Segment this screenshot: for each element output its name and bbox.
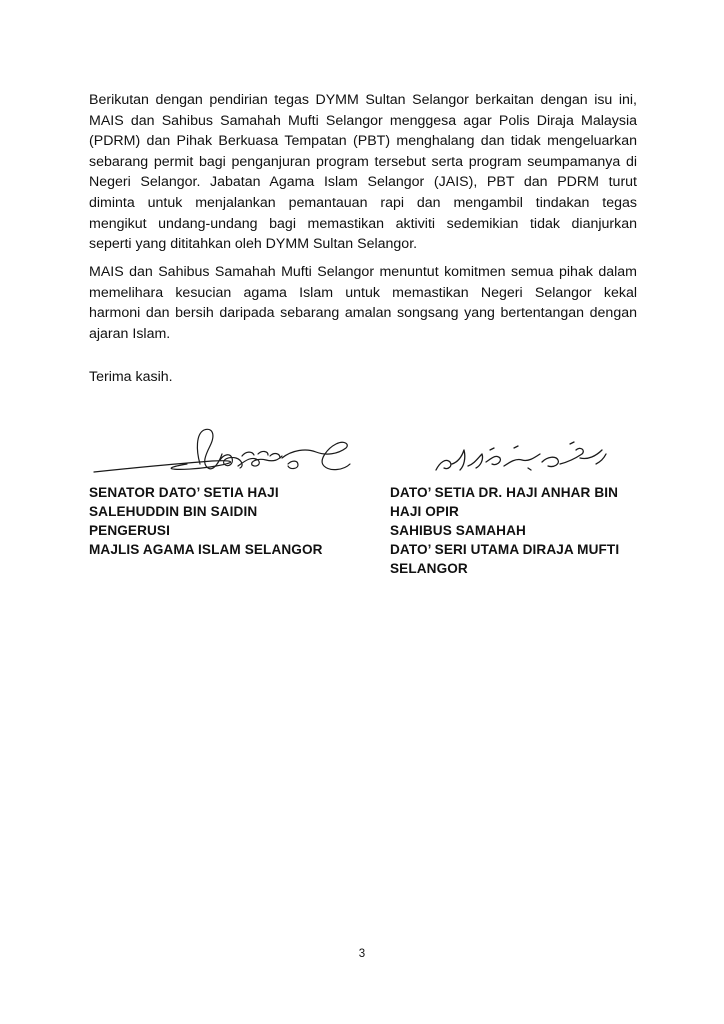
paragraph-line: MAIS dan Sahibus Samahah Mufti Selangor menuntut komitmen semua pihak dalam bbox=[89, 264, 637, 280]
paragraph-line: memelihara kesucian agama Islam untuk memastikan Negeri Selangor kekal bbox=[89, 284, 637, 301]
signatory-right-line: SELANGOR bbox=[390, 561, 468, 576]
paragraph-line: Berikutan dengan pendirian tegas DYMM Sultan Selangor berkaitan dengan isu ini, bbox=[89, 92, 637, 108]
paragraph-line: diminta untuk menjalankan pemantauan rapi dan mengambil tindakan tegas bbox=[89, 194, 637, 211]
signatory-left-line: MAJLIS AGAMA ISLAM SELANGOR bbox=[89, 542, 323, 557]
signatory-right-block bbox=[390, 483, 680, 578]
signatory-left-line: SALEHUDDIN BIN SAIDIN bbox=[89, 504, 258, 519]
paragraph-commitment bbox=[89, 262, 637, 344]
closing-line: Terima kasih. bbox=[89, 369, 173, 385]
paragraph-line: mengikut undang-undang bagi memastikan aktiviti sedemikian tidak dianjurkan bbox=[89, 215, 637, 232]
paragraph-line: MAIS dan Sahibus Samahah Mufti Selangor menggesa agar Polis Diraja Malaysia bbox=[89, 112, 637, 129]
signature-right-image bbox=[430, 436, 610, 476]
page-number: 3 bbox=[358, 948, 366, 960]
paragraph-line: sebarang permit bagi penganjuran program tersebut serta program seumpamanya di bbox=[89, 153, 637, 170]
paragraph-line: seperti yang dititahkan oleh DYMM Sultan Selangor. bbox=[89, 236, 418, 253]
signatory-right-line: DATO’ SERI UTAMA DIRAJA MUFTI bbox=[390, 542, 620, 557]
signatory-right-line: SAHIBUS SAMAHAH bbox=[390, 523, 526, 538]
paragraph-line: ajaran Islam. bbox=[89, 325, 171, 342]
signatory-right-line: HAJI OPIR bbox=[390, 504, 459, 519]
paragraph-line: (PDRM) dan Pihak Berkuasa Tempatan (PBT) menghalang dan tidak mengeluarkan bbox=[89, 133, 637, 150]
paragraph-line: Negeri Selangor. Jabatan Agama Islam Selangor (JAIS), PBT dan PDRM turut bbox=[89, 174, 637, 191]
signature-left-image bbox=[92, 420, 354, 480]
signatory-left-block bbox=[89, 483, 379, 559]
signatory-left-line: SENATOR DATO’ SETIA HAJI bbox=[89, 485, 279, 500]
paragraph-line: harmoni dan bersih daripada sebarang amalan songsang yang bertentangan dengan bbox=[89, 305, 637, 322]
signatory-left-line: PENGERUSI bbox=[89, 523, 170, 538]
paragraph-directive bbox=[89, 90, 637, 255]
signatory-right-line: DATO’ SETIA DR. HAJI ANHAR BIN bbox=[390, 485, 619, 500]
